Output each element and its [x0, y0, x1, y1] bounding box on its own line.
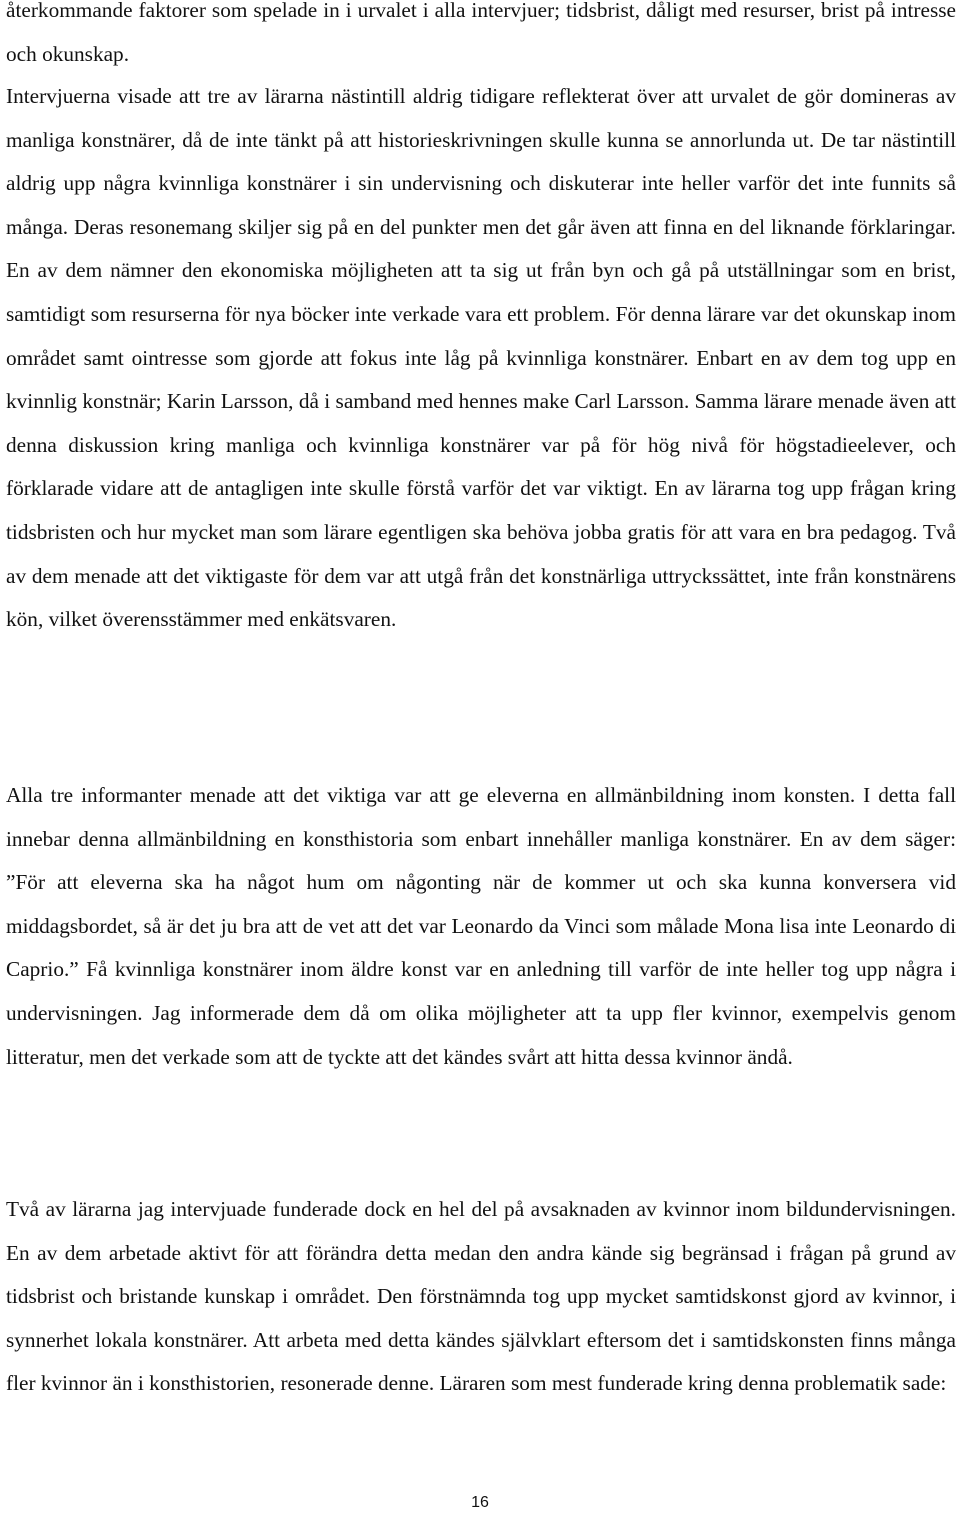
paragraph: Alla tre informanter menade att det viktiga var att ge eleverna en allmänbildning inom konsten. I detta fall innebar denna allmänbildning en konsthistoria som enbart innehåller manliga konstnärer. En av dem säger: ”För att eleverna ska ha något hum om någonting när de kommer ut och ska kunna konversera vid middagsbordet, så är det ju bra att de vet att det var Leonardo da Vinci som målade Mona lisa inte Leonardo di Caprio.” Få kvinnliga konstnärer inom äldre konst var en anledning till varför de inte heller tog upp några i undervisningen. Jag informerade dem då om olika möjligheter att ta upp fler kvinnor, exempelvis genom litteratur, men det verkade som att de tyckte att det kändes svårt att hitta dessa kvinnor ändå.: [6, 783, 956, 1069]
page-number: 16: [471, 1494, 489, 1511]
paragraph: Två av lärarna jag intervjuade funderade dock en hel del på avsaknaden av kvinnor inom bildundervisningen. En av dem arbetade aktivt för att förändra detta medan den andra kände sig begränsad i frågan på grund av tidsbrist och bristande kunskap i området. Den förstnämnda tog upp mycket samtidskonst gjord av kvinnor, i synnerhet lokala konstnärer. Att arbeta med detta kändes självklart eftersom det i samtidskonsten finns många fler kvinnor än i konsthistorien, resonerade denne. Läraren som mest funderade kring denna problematik sade:: [6, 1197, 956, 1396]
paragraph: Intervjuerna visade att tre av lärarna nästintill aldrig tidigare reflekterat över att urvalet de gör domineras av manliga konstnärer, då de inte tänkt på att historieskrivningen skulle kunna se annorlunda ut. De tar nästintill aldrig upp några kvinnliga konstnärer i sin undervisning och diskuterar inte heller varför det inte funnits så många. Deras resonemang skiljer sig på en del punkter men det går även att finna en del liknande förklaringar. En av dem nämner den ekonomiska möjligheten att ta sig ut från byn och gå på utställningar som en brist, samtidigt som resurserna för nya böcker inte verkade vara ett problem. För denna lärare var det okunskap inom området samt ointresse som gjorde att fokus inte låg på kvinnliga konstnärer. Enbart en av dem tog upp en kvinnlig konstnär; Karin Larsson, då i samband med hennes make Carl Larsson. Samma lärare menade även att denna diskussion kring manliga och kvinnliga konstnärer var på för hög nivå för högstadieelever, och förklarade vidare att de antagligen inte skulle förstå varför det var viktigt. En av lärarna tog upp frågan kring tidsbristen och hur mycket man som lärare egentligen ska behöva jobba gratis för att vara en bra pedagog. Två av dem menade att det viktigaste för dem var att utgå från det konstnärliga uttryckssättet, inte från konstnärens kön, vilket överensstämmer med enkätsvaren.: [6, 84, 956, 632]
paragraph: återkommande faktorer som spelade in i urvalet i alla intervjuer; tidsbrist, dåligt med resurser, brist på intresse och okunskap.: [6, 0, 956, 66]
